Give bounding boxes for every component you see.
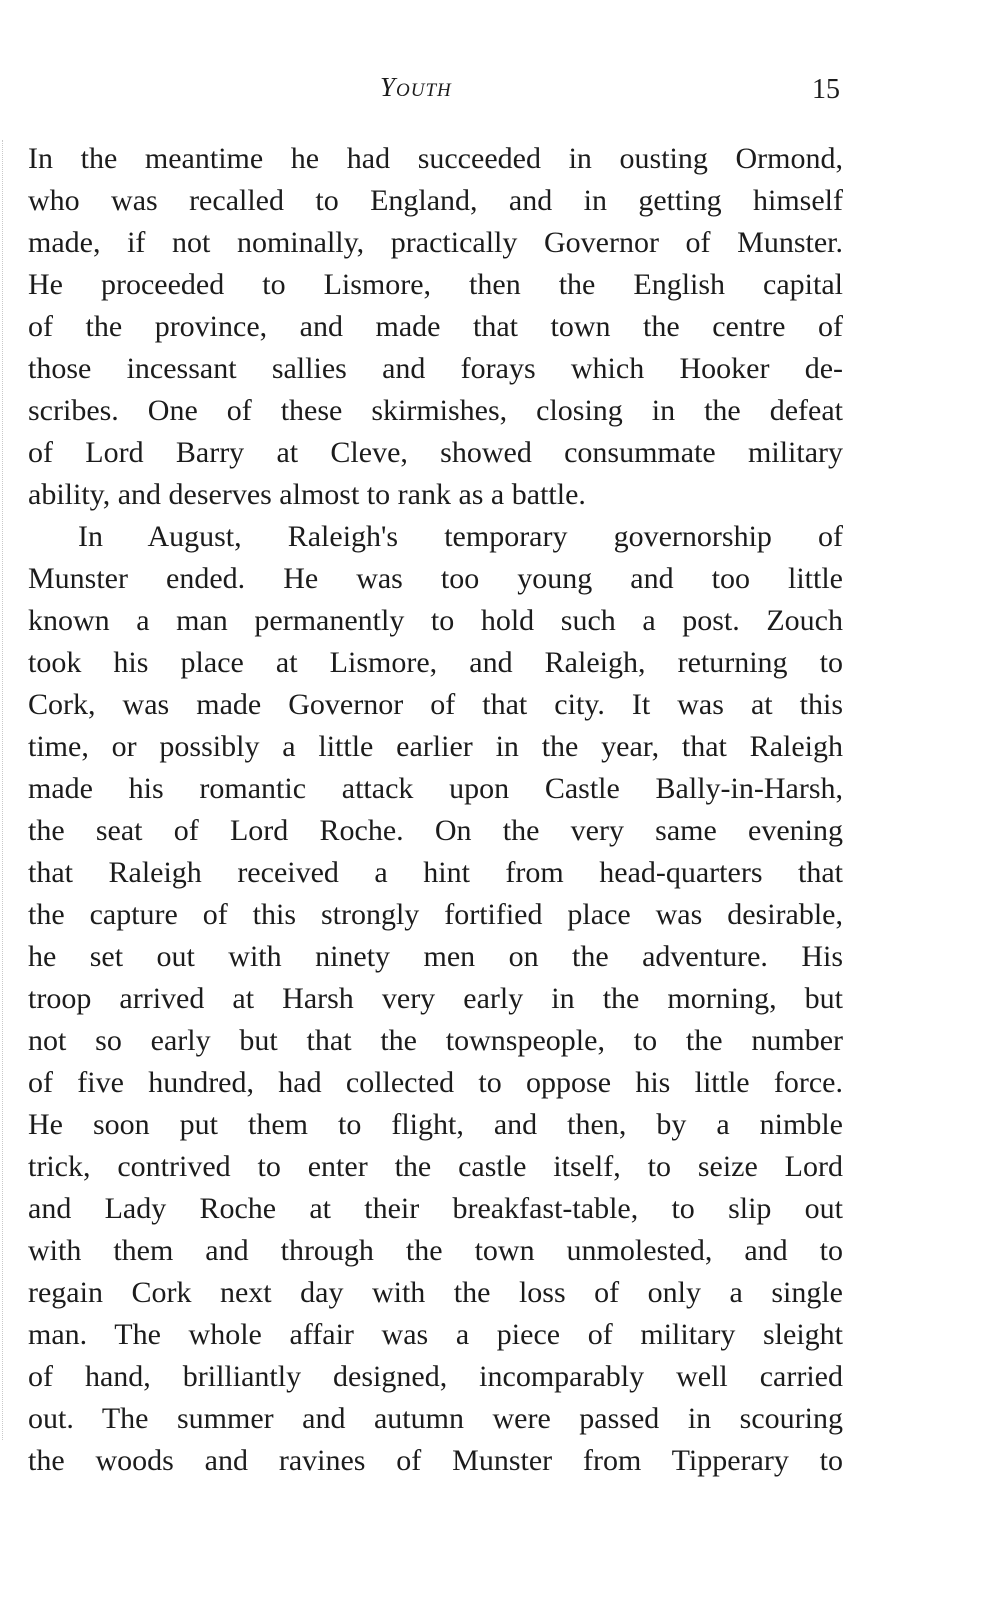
- text-line: scribes. One of these skirmishes, closing in the defeat: [28, 394, 843, 427]
- body-text: [28, 138, 843, 1482]
- text-line: the capture of this strongly fortified place was desirable,: [28, 898, 843, 931]
- text-line: troop arrived at Harsh very early in the morning, but: [28, 982, 843, 1015]
- text-line: those incessant sallies and forays which Hooker de-: [28, 352, 843, 385]
- text-line: He proceeded to Lismore, then the English capital: [28, 268, 843, 301]
- text-line: took his place at Lismore, and Raleigh, returning to: [28, 646, 843, 679]
- text-line: known a man permanently to hold such a post. Zouch: [28, 604, 843, 637]
- text-line: not so early but that the townspeople, to the number: [28, 1024, 843, 1057]
- text-line: He soon put them to flight, and then, by a nimble: [28, 1108, 843, 1141]
- text-line: regain Cork next day with the loss of only a single: [28, 1276, 843, 1309]
- text-line: that Raleigh received a hint from head-quarters that: [28, 856, 843, 889]
- running-title: Youth: [380, 72, 452, 102]
- text-line: made his romantic attack upon Castle Bally-in-Harsh,: [28, 772, 843, 805]
- text-line: of hand, brilliantly designed, incomparably well carried: [28, 1360, 843, 1393]
- text-line: Cork, was made Governor of that city. It was at this: [28, 688, 843, 721]
- text-line: of Lord Barry at Cleve, showed consummate military: [28, 436, 843, 469]
- text-line: who was recalled to England, and in getting himself: [28, 184, 843, 217]
- text-line: trick, contrived to enter the castle itself, to seize Lord: [28, 1150, 843, 1183]
- text-line: of five hundred, had collected to oppose his little force.: [28, 1066, 843, 1099]
- text-line: Munster ended. He was too young and too little: [28, 562, 843, 595]
- text-line: of the province, and made that town the centre of: [28, 310, 843, 343]
- text-line: out. The summer and autumn were passed in scouring: [28, 1402, 843, 1435]
- running-head: [0, 72, 1003, 112]
- page-edge-shadow: [2, 140, 15, 1440]
- text-line: and Lady Roche at their breakfast-table, to slip out: [28, 1192, 843, 1225]
- text-line: made, if not nominally, practically Governor of Munster.: [28, 226, 843, 259]
- text-line: the seat of Lord Roche. On the very same evening: [28, 814, 843, 847]
- text-line: with them and through the town unmolested, and to: [28, 1234, 843, 1267]
- page-number: 15: [812, 74, 840, 105]
- text-line: man. The whole affair was a piece of military sleight: [28, 1318, 843, 1351]
- text-line: In the meantime he had succeeded in ousting Ormond,: [28, 142, 843, 175]
- text-line: he set out with ninety men on the adventure. His: [28, 940, 843, 973]
- text-line: In August, Raleigh's temporary governorship of: [78, 520, 843, 553]
- text-line: ability, and deserves almost to rank as a battle.: [28, 478, 586, 511]
- text-line: the woods and ravines of Munster from Tipperary to: [28, 1444, 843, 1477]
- text-line: time, or possibly a little earlier in the year, that Raleigh: [28, 730, 843, 763]
